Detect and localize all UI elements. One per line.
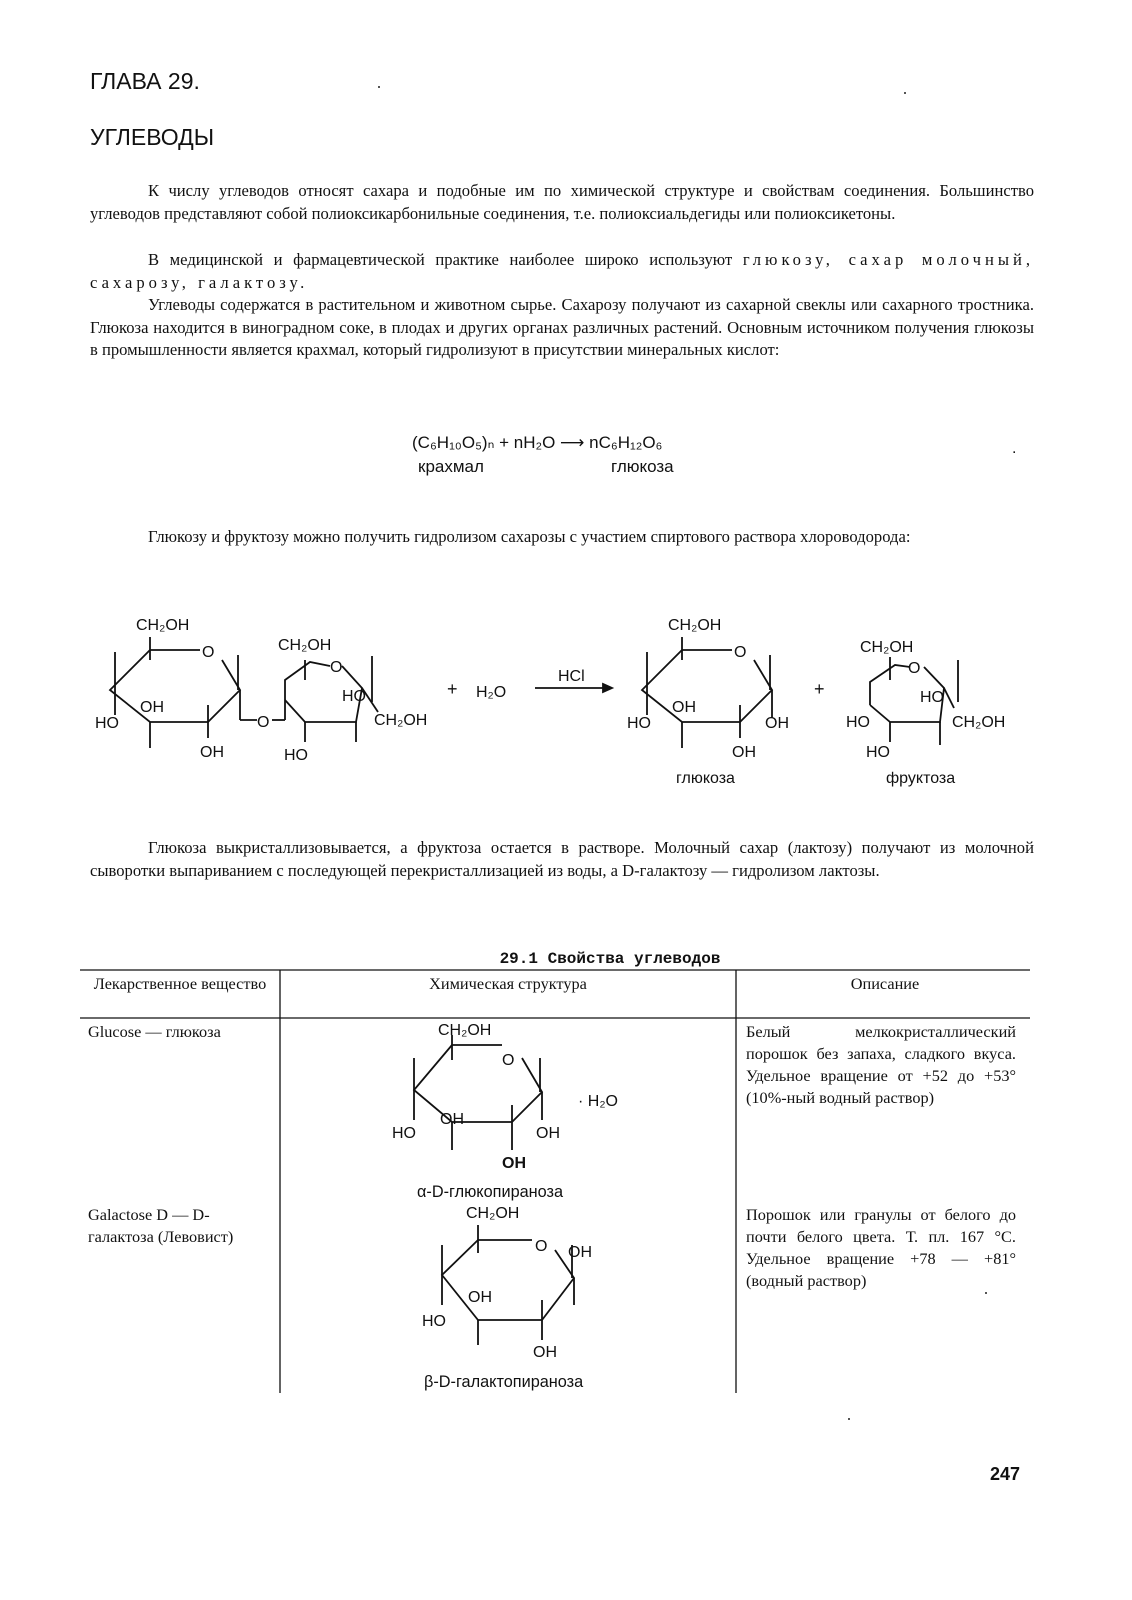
table-row-1-name: Glucose — глюкоза — [88, 1022, 221, 1041]
gal-table-ch2oh: CH₂OH — [466, 1205, 520, 1222]
table-header-substance: Лекарственное вещество — [93, 974, 267, 993]
sucrose-fru-ho: HO — [342, 688, 366, 705]
plus-sign: + — [447, 679, 458, 699]
starch-hydrolysis-equation: (C₆H₁₀O₅)ₙ + nH₂O ⟶ nC₆H₁₂O₆ — [412, 433, 663, 452]
sucrose-glc-ho: HO — [95, 715, 119, 732]
sucrose-fru-ch2oh-right: CH₂OH — [374, 712, 428, 729]
scan-speck — [848, 1418, 850, 1420]
gal-table-oh: OH — [468, 1289, 492, 1306]
product-glc-oh: OH — [672, 699, 696, 716]
glc-table-hydrate: · H₂O — [578, 1093, 618, 1110]
sucrose-glc-oh: OH — [140, 699, 164, 716]
product-fru-ring-o: O — [908, 660, 921, 677]
paragraph-2-spaced: глюкозу, сахар молочный, сахарозу, галактозу. — [90, 250, 1034, 292]
table-caption: 29.1 Свойства углеводов — [499, 950, 721, 968]
chapter-heading: ГЛАВА 29. — [90, 68, 200, 94]
product-fru-ho: HO — [920, 689, 944, 706]
scan-speck — [985, 1292, 987, 1294]
table-row-2-name: Galactose D — D-галактоза (Левовист) — [88, 1205, 234, 1246]
table-header-structure: Химическая структура — [429, 974, 587, 993]
glc-table-label: α-D-глюкопираноза — [417, 1183, 564, 1201]
gal-table-ring-o: O — [535, 1238, 548, 1255]
paragraph-3: Углеводы содержатся в растительном и животном сырье. Сахарозу получают из сахарной свеклы или сахарного тростника. Глюкоза находится в виноградном соке, в плодах и других органах различных растений. Основным источником получения глюкозы в промышленности является крахмал, который гидролизуют в присутствии минеральных кислот: — [90, 295, 1034, 359]
chapter-title: УГЛЕВОДЫ — [90, 124, 215, 150]
sucrose-glc-oh-bottom: OH — [200, 744, 224, 761]
glc-table-oh-bottom: OH — [502, 1155, 526, 1172]
glc-table-oh-right: OH — [536, 1125, 560, 1142]
gal-table-oh-anomeric: OH — [568, 1244, 592, 1261]
product-fructose-label: фруктоза — [886, 770, 956, 787]
scan-speck — [904, 92, 906, 94]
sucrose-glc-ring-o: O — [202, 644, 215, 661]
sucrose-glc-ch2oh: CH₂OH — [136, 617, 190, 634]
sucrose-bridge-o: O — [257, 714, 270, 731]
paragraph-2-lead: В медицинской и фармацевтической практике наиболее широко используют — [148, 250, 743, 269]
paragraph-1: К числу углеводов относят сахара и подобные им по химической структуре и свойствам соединения. Большинство углеводов представляют собой полиоксикарбонильные соединения, т.е. полиоксиальдегиды или полиоксикетоны. — [90, 181, 1034, 223]
glc-table-ho: HO — [392, 1125, 416, 1142]
product-glc-ch2oh: CH₂OH — [668, 617, 722, 634]
product-glucose-label: глюкоза — [676, 770, 735, 787]
product-fru-ch2oh: CH₂OH — [860, 639, 914, 656]
water-reagent: H₂O — [476, 684, 507, 701]
product-glc-oh-bottom: OH — [732, 744, 756, 761]
sucrose-fru-ring-o: O — [330, 659, 343, 676]
gal-table-oh-bottom: OH — [533, 1344, 557, 1361]
plus-sign-2: + — [814, 679, 825, 699]
product-glc-oh-right: OH — [765, 715, 789, 732]
gal-table-ho: HO — [422, 1313, 446, 1330]
hcl-catalyst: HCl — [558, 668, 585, 685]
paragraph-4: Глюкозу и фруктозу можно получить гидролизом сахарозы с участием спиртового раствора хлороводорода: — [148, 527, 911, 546]
gal-table-label: β-D-галактопираноза — [424, 1373, 584, 1391]
product-glc-ring-o: O — [734, 644, 747, 661]
stray-dot: . — [1012, 440, 1017, 457]
product-glc-ho: HO — [627, 715, 651, 732]
glc-table-ch2oh: CH₂OH — [438, 1022, 492, 1039]
table-row-1-description: Белый мелкокристаллический порошок без запаха, сладкого вкуса. Удельное вращение от +52 до +53° (10%-ный водный раствор) — [746, 1022, 1016, 1107]
table-row-2-description: Порошок или гранулы от белого до почти белого цвета. Т. пл. 167 °C. Удельное вращение +78 — +81° (водный раствор) — [746, 1205, 1016, 1290]
sucrose-fru-ho-bottom: HO — [284, 747, 308, 764]
product-fru-ch2oh-right: CH₂OH — [952, 714, 1006, 731]
scan-speck — [378, 86, 380, 88]
product-fru-ho-left: HO — [846, 714, 870, 731]
glucose-label: глюкоза — [611, 457, 674, 476]
glc-table-oh: OH — [440, 1111, 464, 1128]
glc-table-ring-o: O — [502, 1052, 515, 1069]
sucrose-fru-ch2oh: CH₂OH — [278, 637, 332, 654]
paragraph-5: Глюкоза выкристаллизовывается, а фруктоза остается в растворе. Молочный сахар (лактозу) получают из молочной сыворотки выпариванием с последующей перекристаллизацией из воды, а D-галактозу — гидролизом лактозы. — [90, 838, 1034, 880]
table-header-description: Описание — [850, 974, 920, 993]
product-fru-ho-bottom: HO — [866, 744, 890, 761]
page-number: 247 — [990, 1464, 1021, 1484]
starch-label: крахмал — [418, 457, 484, 476]
